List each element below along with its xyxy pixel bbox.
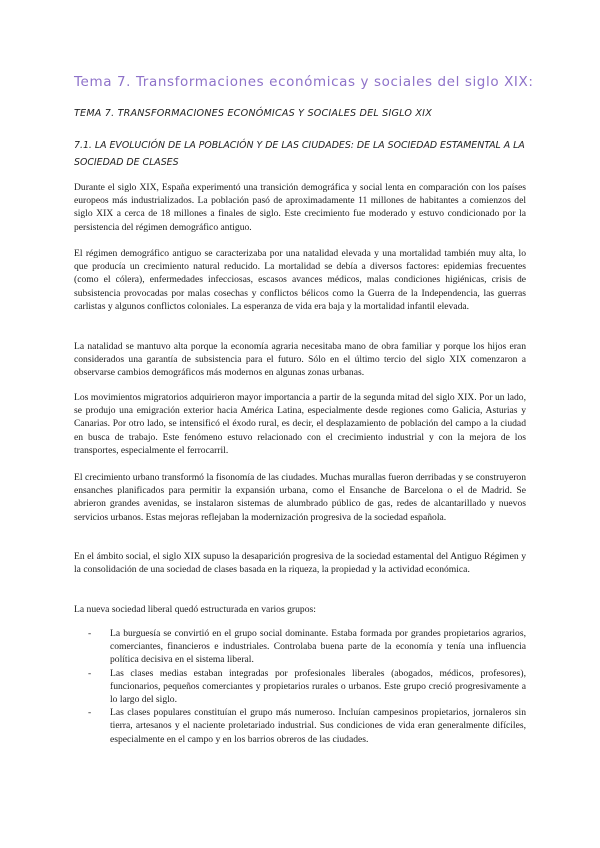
- paragraph: La natalidad se mantuvo alta porque la economía agraria necesitaba mano de obra familiar y porque los hijos eran considerados una garantía de subsistencia para el futuro. Sólo en el último tercio del siglo XIX comenzaron a observarse cambios demográficos más modernos en algunas zonas urbanas.: [74, 341, 526, 379]
- social-groups-list: [88, 627, 526, 746]
- list-item-text: La burguesía se convirtió en el grupo social dominante. Estaba formada por grandes propietarios agrarios, comerciantes, financieros e industriales. Controlaba buena parte de la economía y tenía una influencia política decisiva en el sistema liberal.: [110, 628, 526, 666]
- paragraph: Durante el siglo XIX, España experimentó una transición demográfica y social lenta en comparación con los países europeos más industrializados. La población pasó de aproximadamente 11 millones de habitantes a comienzos del siglo XIX a cerca de 18 millones a finales de siglo. Este crecimiento fue moderado y estuvo condicionado por la persistencia del régimen demográfico antiguo.: [74, 182, 526, 233]
- bullet-marker: -: [88, 707, 92, 719]
- document-subtitle: TEMA 7. TRANSFORMACIONES ECONÓMICAS Y SOCIALES DEL SIGLO XIX: [74, 108, 432, 119]
- list-intro: La nueva sociedad liberal quedó estructurada en varios grupos:: [74, 604, 316, 615]
- paragraph: El régimen demográfico antiguo se caracterizaba por una natalidad elevada y una mortalidad también muy alta, lo que producía un crecimiento natural reducido. La mortalidad se debía a diversos factores: epidemias frecuentes (como el cólera), enfermedades infecciosas, escasos avances médicos, malas condiciones higiénicas, crisis de subsistencia provocadas por malas cosechas y conflictos bélicos como la Guerra de la Independencia, las guerras carlistas y algunos conflictos coloniales. La esperanza de vida era baja y la mortalidad infantil elevada.: [74, 248, 526, 312]
- paragraph: El crecimiento urbano transformó la fisonomía de las ciudades. Muchas murallas fueron derribadas y se construyeron ensanches planificados para permitir la expansión urbana, como el Ensanche de Barcelona o el de Madrid. Se abrieron grandes avenidas, se instalaron sistemas de alumbrado público de gas, redes de alcantarillado y nuevos servicios urbanos. Estas mejoras reflejaban la modernización progresiva de la sociedad española.: [74, 472, 526, 523]
- list-item: [88, 667, 526, 707]
- list-item: [88, 627, 526, 667]
- paragraph: En el ámbito social, el siglo XIX supuso la desaparición progresiva de la sociedad estamental del Antiguo Régimen y la consolidación de una sociedad de clases basada en la riqueza, la propiedad y la actividad económica.: [74, 551, 526, 576]
- section-heading: 7.1. LA EVOLUCIÓN DE LA POBLACIÓN Y DE LAS CIUDADES: DE LA SOCIEDAD ESTAMENTAL A LA SOCIEDAD DE CLASES: [74, 140, 525, 168]
- list-item: [88, 706, 526, 746]
- bullet-marker: -: [88, 628, 92, 639]
- document-title: Tema 7. Transformaciones económicas y sociales del siglo XIX:: [74, 74, 534, 90]
- bullet-marker: -: [88, 667, 92, 679]
- list-item-text: Las clases medias estaban integradas por profesionales liberales (abogados, médicos, profesores), funcionarios, pequeños comerciantes y propietarios rurales o urbanos. Este grupo creció progresivamente a lo largo del siglo.: [110, 667, 526, 706]
- paragraph: Los movimientos migratorios adquirieron mayor importancia a partir de la segunda mitad del siglo XIX. Por un lado, se produjo una emigración exterior hacia América Latina, especialmente desde regiones como Galicia, Asturias y Canarias. Por otro lado, se intensificó el éxodo rural, es decir, el desplazamiento de población del campo a la ciudad en busca de trabajo. Este fenómeno estuvo relacionado con el crecimiento industrial y con la mejora de los transportes, especialmente el ferrocarril.: [74, 392, 526, 456]
- list-item-text: Las clases populares constituían el grupo más numeroso. Incluían campesinos propietarios, jornaleros sin tierra, artesanos y el naciente proletariado industrial. Sus condiciones de vida eran generalmente difíciles, especialmente en el campo y en los barrios obreros de las ciudades.: [110, 707, 526, 745]
